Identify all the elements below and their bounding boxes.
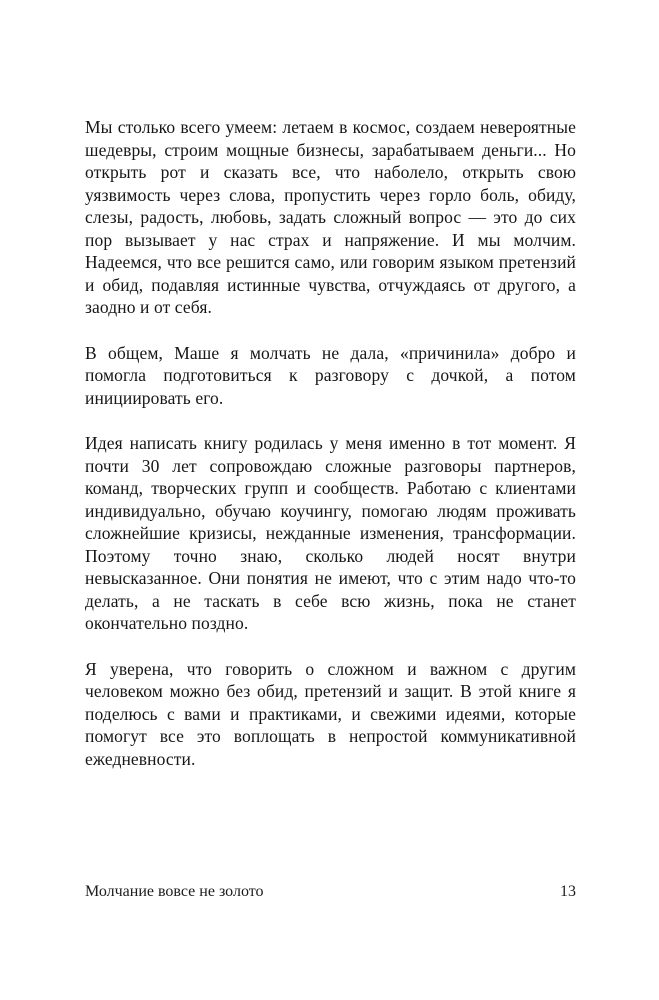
paragraph-4: Я уверена, что говорить о сложном и важном с другим человеком можно без обид, претензий и защит. В этой книге я поделюсь с вами и практиками, и свежими идеями, которые помогут все это воплощать в непростой коммуникативной ежедневности. [85,658,576,769]
page-body-text [85,116,576,793]
paragraph-2: В общем, Маше я молчать не дала, «причинила» добро и помогла подготовиться к разговору с дочкой, а потом инициировать его. [85,342,576,408]
running-title: Молчание вовсе не золото [85,883,264,900]
paragraph-1: Мы столько всего умеем: летаем в космос, создаем невероятные шедевры, строим мощные бизнесы, зарабатываем деньги... Но открыть рот и сказать все, что наболело, открыть свою уязвимость через слова, пропустить через горло боль, обиду, слезы, радость, любовь, задать сложный вопрос — это до сих пор вызывает у нас страх и напряжение. И мы молчим. Надеемся, что все решится само, или говорим языком претензий и обид, подавляя истинные чувства, отчуждаясь от другого, а заодно и от себя. [85,117,576,317]
paragraph-3: Идея написать книгу родилась у меня именно в тот момент. Я почти 30 лет сопровождаю сложные разговоры партнеров, команд, творческих групп и сообществ. Работаю с клиентами индивидуально, обучаю коучингу, помогаю людям проживать сложнейшие кризисы, нежданные изменения, трансформации. Поэтому точно знаю, сколько людей носят внутри невысказанное. Они понятия не имеют, что с этим надо что-то делать, а не таскать в себе всю жизнь, пока не станет окончательно поздно. [85,433,576,633]
page-number: 13 [560,883,576,900]
page-footer [85,882,576,902]
